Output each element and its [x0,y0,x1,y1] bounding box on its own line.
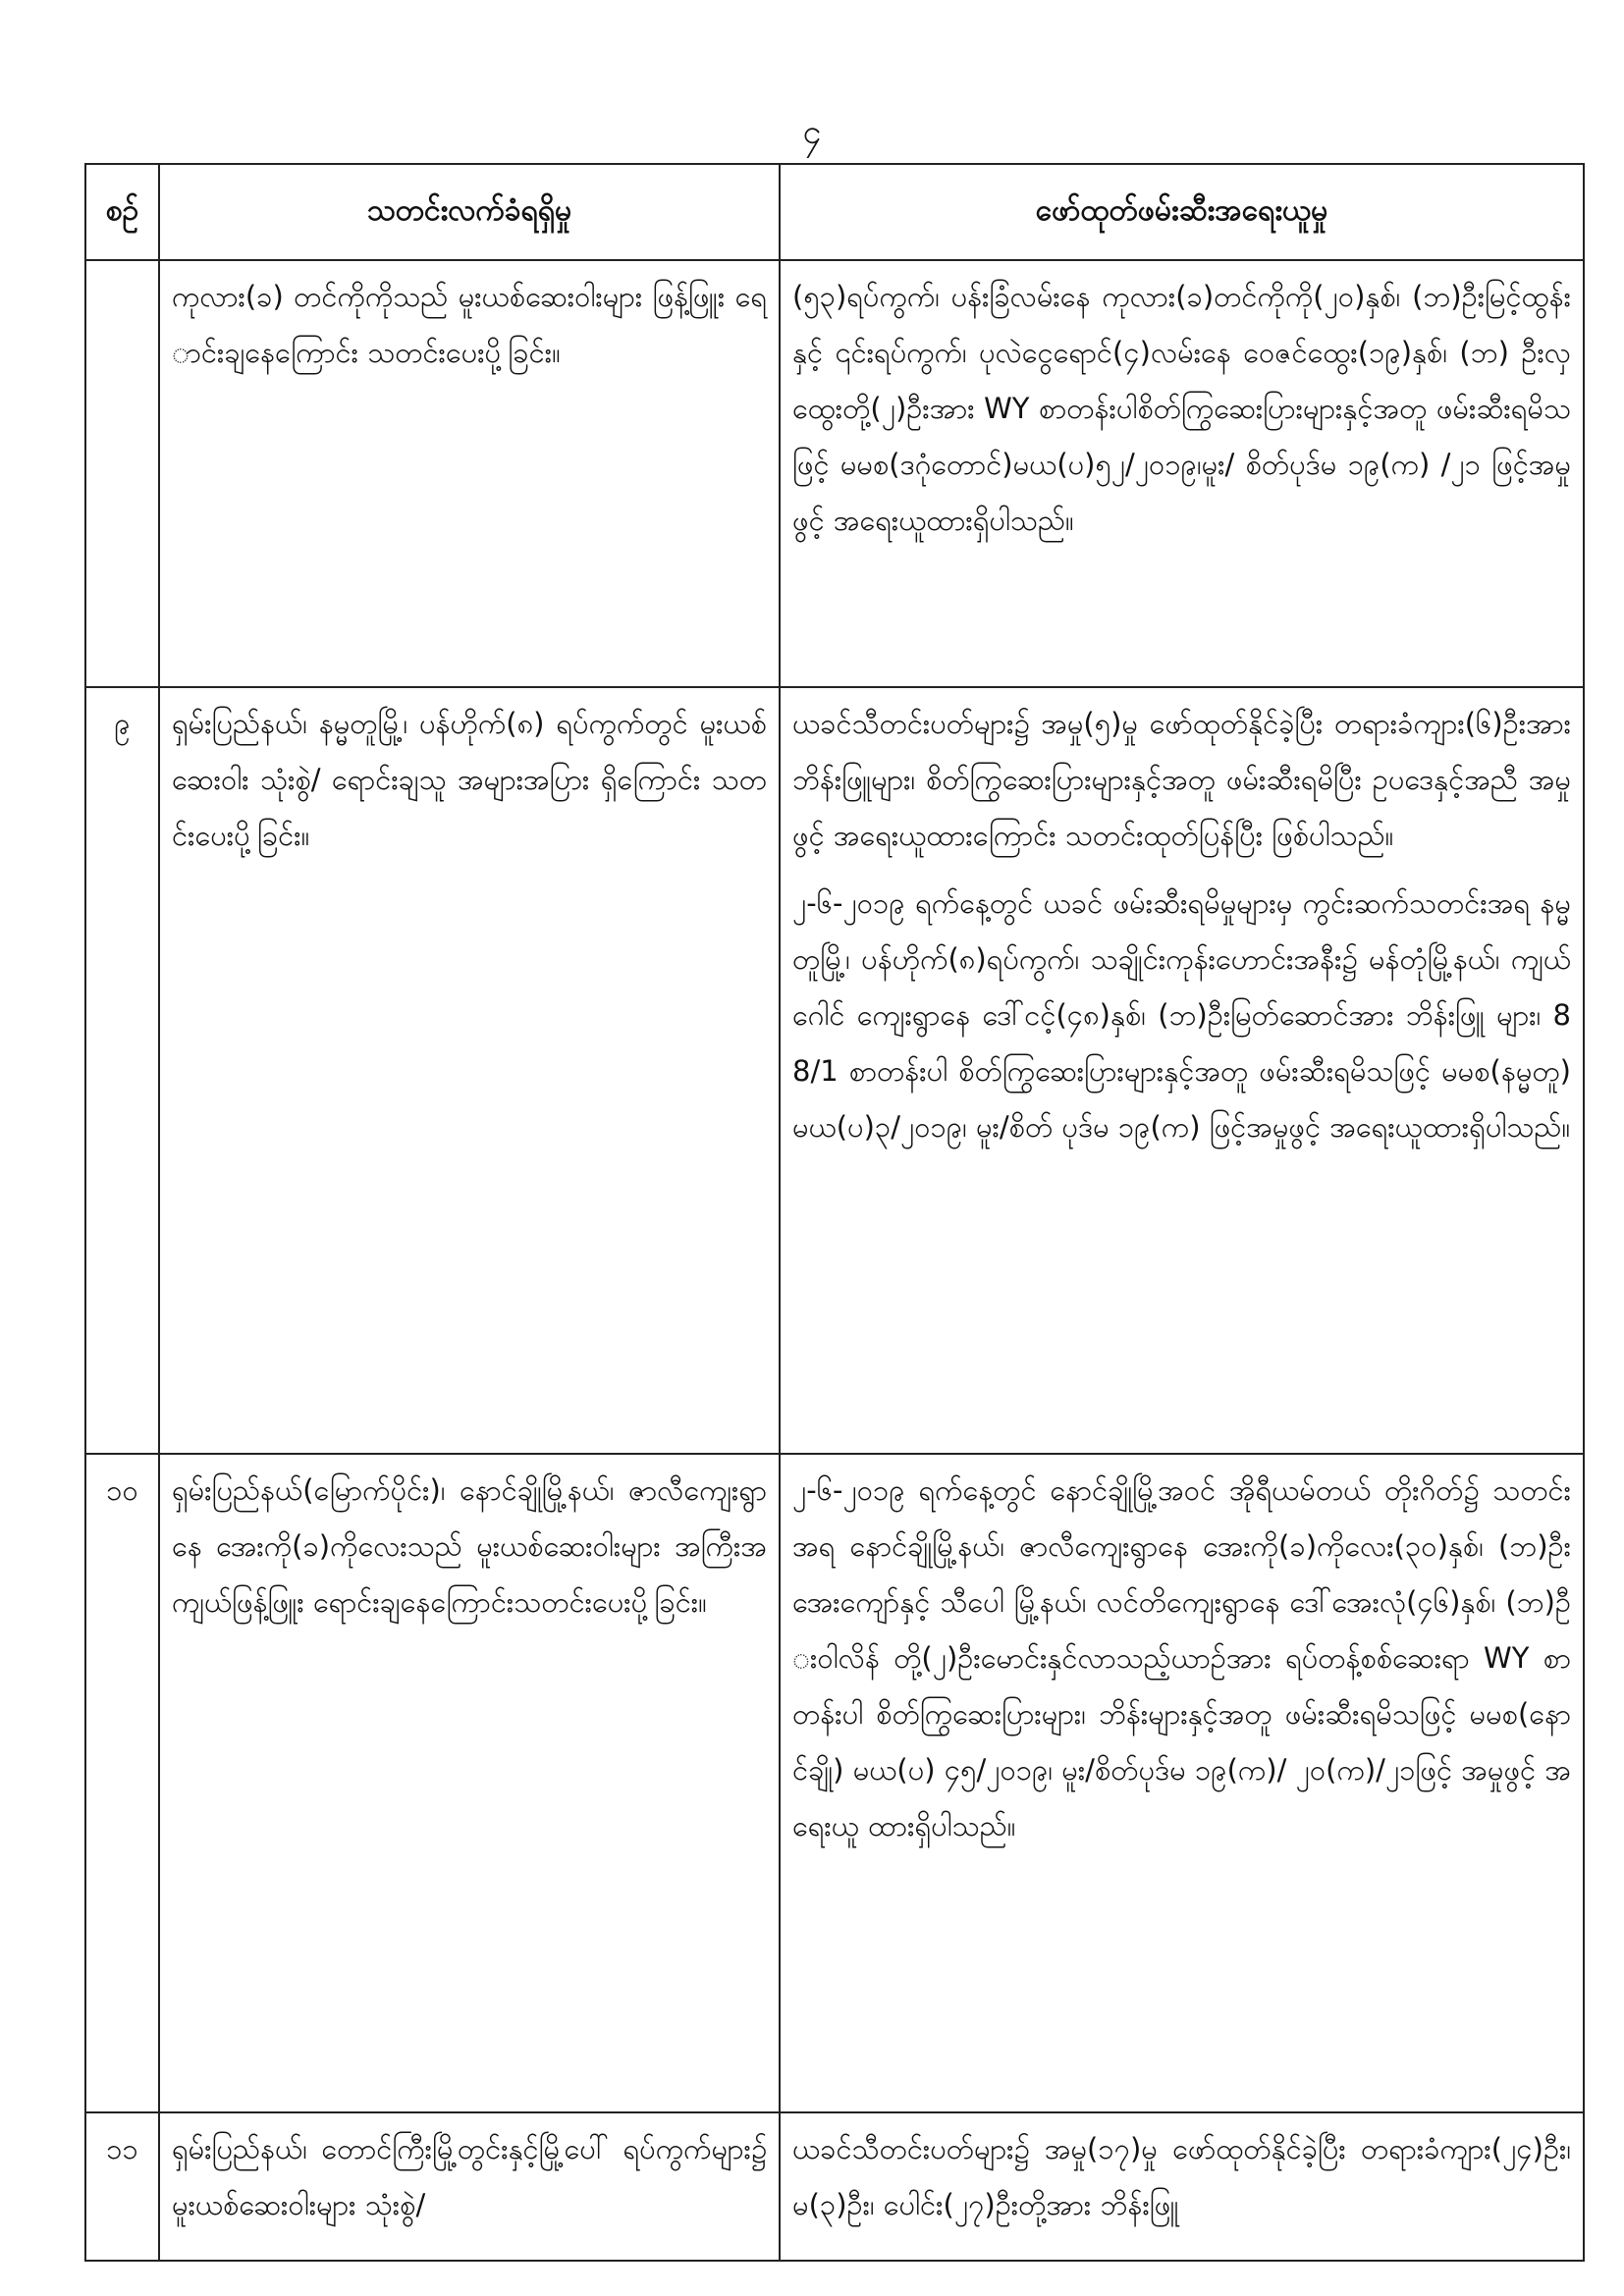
row-action-text [780,260,1584,687]
row-serial-no: ၁၁ [85,2112,159,2261]
table-row [85,687,1584,1454]
row-info-text [159,260,780,687]
table-row [85,1454,1584,2112]
row-info-text [159,2112,780,2261]
header-action-taken: ဖော်ထုတ်ဖမ်းဆီးအရေးယူမှု [780,164,1584,260]
info-paragraph: ရှမ်းပြည်နယ်(မြောက်ပိုင်း)၊ နောင်ချိုမြို့နယ်၊ ဇာလီကျေးရွာနေ အေးကို(ခ)ကိုလေးသည် မူးယစ်ဆေးဝါးများ အကြီးအကျယ်ဖြန့်ဖြူး ရောင်းချနေကြောင်းသတင်းပေးပို့ခြင်း။ [172,1473,767,1619]
row-info-text [159,687,780,1454]
row-serial-no: ၁၀ [85,1454,159,2112]
row-info-text [159,1454,780,2112]
action-paragraph: ၂-၆-၂၀၁၉ ရက်နေ့တွင် ယခင် ဖမ်းဆီးရမိမှုများမှ ကွင်းဆက်သတင်းအရ နမ္မတူမြို့၊ ပန်ဟိုက်(၈)ရပ်ကွက်၊ သချိုင်းကုန်းဟောင်းအနီး၌ မန်တုံမြို့နယ်၊ ကျယ်ဂေါင် ကျေးရွာနေ ဒေါ်ငင့်(၄၈)နှစ်၊ (ဘ)ဦးမြတ်ဆောင်အား ဘိန်းဖြူ များ၊ 88/1 စာတန်းပါ စိတ်ကြွဆေးပြားများနှင့်အတူ ဖမ်းဆီးရမိသဖြင့် မမစ(နမ္မတူ)မယ(ပ)၃/၂၀၁၉၊ မူး/စိတ် ပုဒ်မ ၁၉(က) ဖြင့်အမှုဖွင့် အရေးယူထားရှိပါသည်။ [792,886,1571,1144]
row-serial-no: ၉ [85,687,159,1454]
info-paragraph: ရှမ်းပြည်နယ်၊ တောင်ကြီးမြို့တွင်းနှင့်မြို့ပေါ် ရပ်ကွက်များ၌ မူးယစ်ဆေးဝါးများ သုံးစွဲ/ [172,2132,767,2221]
action-paragraph: (၅၃)ရပ်ကွက်၊ ပန်းခြံလမ်းနေ ကုလား(ခ)တင်ကိုကို(၂၀)နှစ်၊ (ဘ)ဦးမြင့်ထွန်းနှင့် ၎င်းရပ်ကွက်၊ ပုလဲငွေရောင်(၄)လမ်းနေ ဝေဇင်ထွေး(၁၉)နှစ်၊ (ဘ) ဦးလှထွေးတို့(၂)ဦးအား WY စာတန်းပါစိတ်ကြွဆေးပြားများနှင့်အတူ ဖမ်းဆီးရမိသဖြင့် မမစ(ဒဂုံတောင်)မယ(ပ)၅၂/၂၀၁၉၊မူး/ စိတ်ပုဒ်မ ၁၉(က) /၂၁ ဖြင့်အမှုဖွင့် အရေးယူထားရှိပါသည်။ [792,280,1571,537]
header-info-received: သတင်းလက်ခံရရှိမှု [159,164,780,260]
page-number: ၄ [802,113,822,152]
row-action-text [780,687,1584,1454]
table-header-row [85,164,1584,260]
row-action-text [780,2112,1584,2261]
info-paragraph: ကုလား(ခ) တင်ကိုကိုသည် မူးယစ်ဆေးဝါးများ ဖြန့်ဖြူး ရောင်းချနေကြောင်း သတင်းပေးပို့ခြင်း။ [172,280,767,369]
info-paragraph: ရှမ်းပြည်နယ်၊ နမ္မတူမြို့၊ ပန်ဟိုက်(၈) ရပ်ကွက်တွင် မူးယစ်ဆေးဝါး သုံးစွဲ/ ရောင်းချသူ အများအပြား ရှိကြောင်း သတင်းပေးပို့ခြင်း။ [172,707,767,852]
table-row [85,2112,1584,2261]
action-paragraph: ယခင်သီတင်းပတ်များ၌ အမှု(၅)မှု ဖော်ထုတ်နိုင်ခဲ့ပြီး တရားခံကျား(၆)ဦးအား ဘိန်းဖြူများ၊ စိတ်ကြွဆေးပြားများနှင့်အတူ ဖမ်းဆီးရမိပြီး ဥပဒေနှင့်အညီ အမှုဖွင့် အရေးယူထားကြောင်း သတင်းထုတ်ပြန်ပြီး ဖြစ်ပါသည်။ [792,707,1571,852]
report-table [84,163,1585,2262]
action-paragraph: ၂-၆-၂၀၁၉ ရက်နေ့တွင် နောင်ချိုမြို့အဝင် အိုရီယမ်တယ် တိုးဂိတ်၌ သတင်းအရ နောင်ချိုမြို့နယ်၊ ဇာလီကျေးရွာနေ အေးကို(ခ)ကိုလေး(၃၀)နှစ်၊ (ဘ)ဦးအေးကျော်နှင့် သီပေါ မြို့နယ်၊ လင်တိကျေးရွာနေ ဒေါ်အေးလုံ(၄၆)နှစ်၊ (ဘ)ဦးဝါလိန် တို့(၂)ဦးမောင်းနှင်လာသည့်ယာဉ်အား ရပ်တန့်စစ်ဆေးရာ WY စာတန်းပါ စိတ်ကြွဆေးပြားများ၊ ဘိန်းများနှင့်အတူ ဖမ်းဆီးရမိသဖြင့် မမစ(နောင်ချို) မယ(ပ) ၄၅/၂၀၁၉၊ မူး/စိတ်ပုဒ်မ ၁၉(က)/ ၂၀(က)/၂၁ဖြင့် အမှုဖွင့် အရေးယူ ထားရှိပါသည်။ [792,1473,1571,1842]
action-paragraph: ယခင်သီတင်းပတ်များ၌ အမှု(၁၇)မှု ဖော်ထုတ်နိုင်ခဲ့ပြီး တရားခံကျား(၂၄)ဦး၊ မ(၃)ဦး၊ ပေါင်း(၂၇)ဦးတို့အား ဘိန်းဖြူ [792,2132,1571,2221]
header-serial-no: စဉ် [85,164,159,260]
table-row [85,260,1584,687]
row-serial-no [85,260,159,687]
row-action-text [780,1454,1584,2112]
